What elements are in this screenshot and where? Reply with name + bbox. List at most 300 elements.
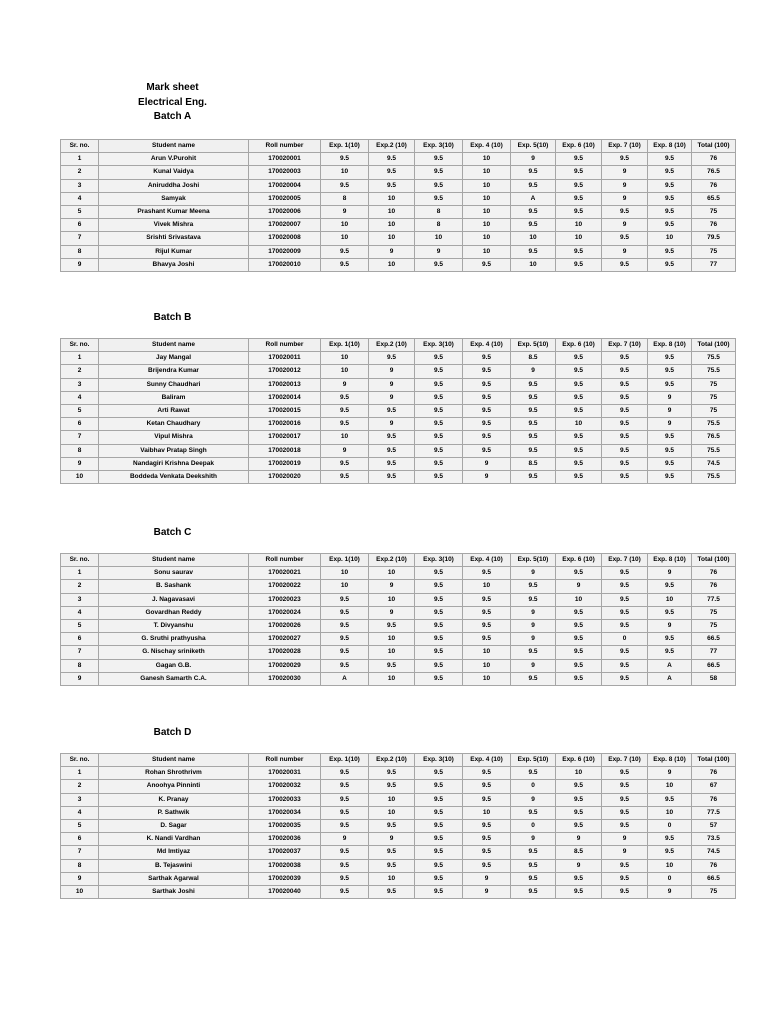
cell-exp-5: 9.5: [511, 767, 556, 780]
table-row: [61, 606, 736, 619]
cell-total: 74.5: [692, 846, 736, 859]
cell-student-name: Sunny Chaudhari: [99, 378, 249, 391]
table-row: [61, 885, 736, 898]
cell-exp-3: 9.5: [415, 872, 463, 885]
cell-roll-number: 170020031: [249, 767, 321, 780]
table-row: [61, 232, 736, 245]
cell-roll-number: 170020037: [249, 846, 321, 859]
table-row: [61, 567, 736, 580]
cell-exp-4: 10: [463, 659, 511, 672]
cell-exp-2: 9: [369, 391, 415, 404]
cell-exp-6: 9.5: [556, 457, 602, 470]
cell-student-name: Bhavya Joshi: [99, 258, 249, 271]
cell-exp-7: 9: [602, 833, 648, 846]
cell-total: 67: [692, 780, 736, 793]
cell-exp-5: 9.5: [511, 391, 556, 404]
cell-exp-2: 10: [369, 646, 415, 659]
cell-roll-number: 170020034: [249, 806, 321, 819]
cell-exp-3: 9.5: [415, 352, 463, 365]
table-row: [61, 859, 736, 872]
cell-sr-no: 7: [61, 232, 99, 245]
table-row: [61, 672, 736, 685]
cell-total: 77.5: [692, 593, 736, 606]
column-header-sr-no: Sr. no.: [61, 554, 99, 567]
cell-exp-7: 9.5: [602, 606, 648, 619]
table-row: [61, 378, 736, 391]
table-header-row: [61, 140, 736, 153]
cell-sr-no: 9: [61, 258, 99, 271]
cell-exp-6: 9.5: [556, 352, 602, 365]
cell-exp-3: 9.5: [415, 179, 463, 192]
cell-exp-5: A: [511, 192, 556, 205]
batch-a-table: [60, 139, 736, 272]
cell-exp-8: 9.5: [648, 444, 692, 457]
cell-student-name: Jay Mangal: [99, 352, 249, 365]
cell-exp-1: 10: [321, 431, 369, 444]
cell-exp-8: 9.5: [648, 245, 692, 258]
cell-exp-2: 9.5: [369, 619, 415, 632]
column-header-exp-1: Exp. 1(10): [321, 140, 369, 153]
cell-exp-5: 9: [511, 619, 556, 632]
cell-exp-7: 9.5: [602, 365, 648, 378]
cell-exp-8: 9: [648, 567, 692, 580]
cell-exp-6: 8.5: [556, 846, 602, 859]
cell-exp-3: 9.5: [415, 885, 463, 898]
table-row: [61, 205, 736, 218]
cell-sr-no: 2: [61, 780, 99, 793]
cell-exp-7: 9.5: [602, 352, 648, 365]
cell-sr-no: 6: [61, 219, 99, 232]
cell-exp-8: 9: [648, 885, 692, 898]
column-header-exp-5: Exp. 5(10): [511, 554, 556, 567]
cell-exp-3: 9.5: [415, 859, 463, 872]
table-row: [61, 153, 736, 166]
cell-roll-number: 170020039: [249, 872, 321, 885]
cell-exp-3: 9.5: [415, 166, 463, 179]
cell-sr-no: 8: [61, 444, 99, 457]
cell-total: 76: [692, 219, 736, 232]
cell-roll-number: 170020003: [249, 166, 321, 179]
cell-exp-4: 10: [463, 646, 511, 659]
cell-exp-4: 9: [463, 885, 511, 898]
cell-exp-5: 9: [511, 153, 556, 166]
cell-exp-5: 9: [511, 606, 556, 619]
cell-exp-5: 9: [511, 567, 556, 580]
cell-exp-3: 9.5: [415, 470, 463, 483]
table-row: [61, 352, 736, 365]
cell-exp-3: 9.5: [415, 404, 463, 417]
column-header-roll-number: Roll number: [249, 754, 321, 767]
cell-exp-4: 10: [463, 580, 511, 593]
cell-exp-6: 10: [556, 232, 602, 245]
table-row: [61, 780, 736, 793]
cell-exp-1: 9.5: [321, 659, 369, 672]
cell-exp-7: 9.5: [602, 457, 648, 470]
table-row: [61, 767, 736, 780]
cell-exp-7: 9.5: [602, 819, 648, 832]
cell-student-name: Brijendra Kumar: [99, 365, 249, 378]
cell-exp-8: 10: [648, 859, 692, 872]
cell-exp-6: 9.5: [556, 365, 602, 378]
cell-exp-7: 9: [602, 166, 648, 179]
cell-exp-6: 9.5: [556, 619, 602, 632]
cell-exp-2: 9.5: [369, 659, 415, 672]
heading-line-mark-sheet: Mark sheet: [146, 82, 199, 93]
cell-exp-4: 9.5: [463, 793, 511, 806]
column-header-exp-2: Exp.2 (10): [369, 754, 415, 767]
column-header-exp-2: Exp.2 (10): [369, 339, 415, 352]
cell-roll-number: 170020001: [249, 153, 321, 166]
cell-sr-no: 10: [61, 470, 99, 483]
cell-exp-7: 9.5: [602, 258, 648, 271]
column-header-exp-4: Exp. 4 (10): [463, 754, 511, 767]
column-header-exp-7: Exp. 7 (10): [602, 554, 648, 567]
cell-exp-3: 9: [415, 245, 463, 258]
cell-roll-number: 170020009: [249, 245, 321, 258]
cell-exp-3: 9.5: [415, 793, 463, 806]
cell-exp-5: 9: [511, 659, 556, 672]
cell-exp-1: 9: [321, 833, 369, 846]
cell-roll-number: 170020004: [249, 179, 321, 192]
cell-exp-1: 9.5: [321, 885, 369, 898]
column-header-total: Total (100): [692, 140, 736, 153]
cell-exp-1: 9.5: [321, 153, 369, 166]
cell-exp-4: 9.5: [463, 780, 511, 793]
table-row: [61, 444, 736, 457]
cell-total: 79.5: [692, 232, 736, 245]
cell-exp-2: 9.5: [369, 767, 415, 780]
cell-student-name: Md Imtiyaz: [99, 846, 249, 859]
cell-exp-4: 9.5: [463, 833, 511, 846]
cell-exp-4: 9.5: [463, 633, 511, 646]
cell-total: 73.5: [692, 833, 736, 846]
cell-exp-1: 10: [321, 352, 369, 365]
cell-exp-1: 9.5: [321, 859, 369, 872]
cell-exp-2: 9.5: [369, 457, 415, 470]
cell-exp-4: 9.5: [463, 365, 511, 378]
cell-exp-1: 10: [321, 567, 369, 580]
cell-exp-6: 9.5: [556, 431, 602, 444]
cell-sr-no: 9: [61, 872, 99, 885]
cell-exp-5: 9.5: [511, 859, 556, 872]
column-header-sr-no: Sr. no.: [61, 754, 99, 767]
cell-exp-7: 9.5: [602, 232, 648, 245]
cell-total: 75: [692, 619, 736, 632]
cell-exp-7: 9.5: [602, 470, 648, 483]
cell-student-name: B. Tejaswini: [99, 859, 249, 872]
cell-exp-1: 9.5: [321, 404, 369, 417]
cell-sr-no: 4: [61, 391, 99, 404]
table-row: [61, 659, 736, 672]
cell-exp-5: 9.5: [511, 431, 556, 444]
cell-exp-2: 9.5: [369, 352, 415, 365]
cell-total: 66.5: [692, 872, 736, 885]
cell-exp-7: 9.5: [602, 205, 648, 218]
cell-exp-7: 9.5: [602, 444, 648, 457]
cell-exp-3: 9.5: [415, 619, 463, 632]
column-header-exp-1: Exp. 1(10): [321, 339, 369, 352]
table-row: [61, 619, 736, 632]
cell-exp-6: 9.5: [556, 192, 602, 205]
cell-exp-7: 9: [602, 179, 648, 192]
cell-exp-2: 9.5: [369, 166, 415, 179]
cell-exp-3: 9.5: [415, 444, 463, 457]
cell-exp-3: 9.5: [415, 767, 463, 780]
table-row: [61, 593, 736, 606]
cell-student-name: Vivek Mishra: [99, 219, 249, 232]
table-row: [61, 179, 736, 192]
cell-student-name: Baliram: [99, 391, 249, 404]
cell-total: 57: [692, 819, 736, 832]
cell-exp-7: 0: [602, 633, 648, 646]
cell-exp-3: 9.5: [415, 153, 463, 166]
cell-exp-7: 9: [602, 219, 648, 232]
cell-sr-no: 8: [61, 859, 99, 872]
cell-student-name: Rohan Shrothrivm: [99, 767, 249, 780]
cell-exp-4: 9.5: [463, 444, 511, 457]
column-header-sr-no: Sr. no.: [61, 339, 99, 352]
cell-exp-3: 9.5: [415, 567, 463, 580]
cell-total: 76: [692, 767, 736, 780]
column-header-exp-5: Exp. 5(10): [511, 339, 556, 352]
cell-exp-8: A: [648, 659, 692, 672]
cell-exp-1: 9.5: [321, 646, 369, 659]
cell-exp-1: 9.5: [321, 780, 369, 793]
cell-exp-6: 9.5: [556, 606, 602, 619]
column-header-exp-6: Exp. 6 (10): [556, 554, 602, 567]
column-header-total: Total (100): [692, 339, 736, 352]
cell-exp-7: 9.5: [602, 431, 648, 444]
cell-student-name: Ganesh Samarth C.A.: [99, 672, 249, 685]
cell-sr-no: 3: [61, 179, 99, 192]
cell-exp-2: 9.5: [369, 179, 415, 192]
column-header-exp-7: Exp. 7 (10): [602, 339, 648, 352]
cell-exp-2: 10: [369, 258, 415, 271]
cell-exp-1: 10: [321, 232, 369, 245]
cell-exp-2: 10: [369, 672, 415, 685]
cell-exp-2: 10: [369, 219, 415, 232]
cell-exp-8: 9.5: [648, 166, 692, 179]
cell-exp-3: 9.5: [415, 646, 463, 659]
cell-sr-no: 5: [61, 619, 99, 632]
cell-exp-4: 9.5: [463, 567, 511, 580]
table-row: [61, 365, 736, 378]
cell-exp-2: 9.5: [369, 780, 415, 793]
cell-student-name: T. Divyanshu: [99, 619, 249, 632]
cell-exp-3: 9.5: [415, 780, 463, 793]
cell-exp-2: 10: [369, 793, 415, 806]
cell-exp-4: 9: [463, 470, 511, 483]
cell-exp-7: 9.5: [602, 806, 648, 819]
cell-exp-6: 9.5: [556, 872, 602, 885]
cell-exp-3: 9.5: [415, 580, 463, 593]
cell-exp-8: 9.5: [648, 633, 692, 646]
cell-exp-1: 9.5: [321, 633, 369, 646]
column-header-exp-4: Exp. 4 (10): [463, 554, 511, 567]
cell-exp-5: 9.5: [511, 846, 556, 859]
column-header-exp-3: Exp. 3(10): [415, 754, 463, 767]
cell-exp-1: 9.5: [321, 619, 369, 632]
cell-total: 66.5: [692, 633, 736, 646]
cell-exp-6: 9.5: [556, 633, 602, 646]
cell-exp-8: 9.5: [648, 646, 692, 659]
cell-student-name: K. Nandi Vardhan: [99, 833, 249, 846]
cell-roll-number: 170020033: [249, 793, 321, 806]
cell-exp-2: 9: [369, 580, 415, 593]
cell-student-name: Rijul Kumar: [99, 245, 249, 258]
cell-exp-2: 10: [369, 192, 415, 205]
cell-exp-5: 9: [511, 793, 556, 806]
cell-exp-8: 9: [648, 619, 692, 632]
cell-sr-no: 6: [61, 833, 99, 846]
cell-total: 76.5: [692, 431, 736, 444]
table-row: [61, 470, 736, 483]
cell-exp-2: 9.5: [369, 444, 415, 457]
column-header-exp-2: Exp.2 (10): [369, 554, 415, 567]
cell-exp-5: 9: [511, 633, 556, 646]
cell-exp-7: 9.5: [602, 872, 648, 885]
cell-exp-5: 0: [511, 780, 556, 793]
cell-exp-6: 9.5: [556, 780, 602, 793]
cell-exp-5: 9.5: [511, 418, 556, 431]
cell-exp-2: 9.5: [369, 404, 415, 417]
cell-roll-number: 170020005: [249, 192, 321, 205]
cell-roll-number: 170020018: [249, 444, 321, 457]
batch-c-table: [60, 553, 736, 686]
cell-exp-6: 9.5: [556, 885, 602, 898]
cell-student-name: Aniruddha Joshi: [99, 179, 249, 192]
cell-exp-6: 9: [556, 859, 602, 872]
cell-student-name: Arun V.Purohit: [99, 153, 249, 166]
cell-exp-6: 9.5: [556, 444, 602, 457]
column-header-exp-3: Exp. 3(10): [415, 339, 463, 352]
cell-exp-1: 10: [321, 219, 369, 232]
cell-exp-2: 10: [369, 593, 415, 606]
cell-exp-2: 10: [369, 232, 415, 245]
cell-total: 77.5: [692, 806, 736, 819]
cell-exp-5: 9.5: [511, 179, 556, 192]
cell-sr-no: 2: [61, 365, 99, 378]
cell-exp-5: 9.5: [511, 378, 556, 391]
cell-exp-7: 9.5: [602, 767, 648, 780]
cell-student-name: Kunal Vaidya: [99, 166, 249, 179]
cell-exp-1: 9.5: [321, 258, 369, 271]
cell-exp-4: 9.5: [463, 404, 511, 417]
column-header-roll-number: Roll number: [249, 554, 321, 567]
cell-exp-8: 9.5: [648, 580, 692, 593]
batch-d-table: [60, 753, 736, 899]
cell-student-name: J. Nagavasavi: [99, 593, 249, 606]
cell-exp-5: 9.5: [511, 245, 556, 258]
cell-exp-2: 9: [369, 245, 415, 258]
cell-exp-3: 10: [415, 232, 463, 245]
column-header-exp-8: Exp. 8 (10): [648, 554, 692, 567]
cell-exp-1: 9.5: [321, 846, 369, 859]
cell-exp-7: 9.5: [602, 593, 648, 606]
cell-student-name: Gagan G.B.: [99, 659, 249, 672]
cell-total: 77: [692, 646, 736, 659]
cell-student-name: K. Pranay: [99, 793, 249, 806]
cell-exp-4: 9.5: [463, 431, 511, 444]
cell-sr-no: 6: [61, 633, 99, 646]
table-row: [61, 646, 736, 659]
cell-exp-4: 9.5: [463, 846, 511, 859]
cell-total: 75: [692, 245, 736, 258]
cell-exp-4: 10: [463, 205, 511, 218]
cell-exp-7: 9: [602, 245, 648, 258]
cell-total: 76: [692, 580, 736, 593]
cell-roll-number: 170020024: [249, 606, 321, 619]
cell-total: 75.5: [692, 470, 736, 483]
cell-roll-number: 170020040: [249, 885, 321, 898]
column-header-exp-6: Exp. 6 (10): [556, 140, 602, 153]
cell-exp-2: 9.5: [369, 819, 415, 832]
table-header-row: [61, 754, 736, 767]
cell-student-name: P. Sathwik: [99, 806, 249, 819]
cell-total: 75: [692, 404, 736, 417]
cell-exp-7: 9.5: [602, 567, 648, 580]
cell-roll-number: 170020022: [249, 580, 321, 593]
cell-exp-6: 9.5: [556, 179, 602, 192]
cell-total: 76: [692, 179, 736, 192]
cell-exp-6: 9.5: [556, 470, 602, 483]
cell-student-name: Samyak: [99, 192, 249, 205]
cell-total: 66.5: [692, 659, 736, 672]
cell-sr-no: 9: [61, 672, 99, 685]
cell-exp-7: 9.5: [602, 418, 648, 431]
cell-exp-3: 9.5: [415, 431, 463, 444]
cell-exp-1: 9: [321, 444, 369, 457]
cell-student-name: B. Sashank: [99, 580, 249, 593]
table-row: [61, 633, 736, 646]
cell-roll-number: 170020028: [249, 646, 321, 659]
table-row: [61, 166, 736, 179]
cell-exp-1: 9.5: [321, 245, 369, 258]
cell-total: 76: [692, 793, 736, 806]
table-row: [61, 219, 736, 232]
cell-sr-no: 2: [61, 580, 99, 593]
cell-sr-no: 3: [61, 793, 99, 806]
cell-exp-7: 9.5: [602, 404, 648, 417]
cell-roll-number: 170020036: [249, 833, 321, 846]
batch-d-title: Batch D: [153, 727, 192, 738]
column-header-student-name: Student name: [99, 754, 249, 767]
cell-exp-6: 9.5: [556, 659, 602, 672]
table-row: [61, 431, 736, 444]
cell-total: 76: [692, 859, 736, 872]
cell-sr-no: 1: [61, 767, 99, 780]
cell-exp-4: 10: [463, 219, 511, 232]
cell-exp-1: 8: [321, 192, 369, 205]
cell-exp-8: 9.5: [648, 431, 692, 444]
cell-total: 77: [692, 258, 736, 271]
cell-exp-2: 9: [369, 365, 415, 378]
cell-exp-7: 9.5: [602, 378, 648, 391]
cell-exp-2: 9.5: [369, 470, 415, 483]
column-header-student-name: Student name: [99, 339, 249, 352]
cell-exp-8: 9: [648, 391, 692, 404]
cell-exp-8: 0: [648, 819, 692, 832]
cell-exp-8: 10: [648, 593, 692, 606]
cell-exp-3: 9.5: [415, 659, 463, 672]
cell-exp-5: 9.5: [511, 219, 556, 232]
cell-sr-no: 10: [61, 885, 99, 898]
column-header-exp-5: Exp. 5(10): [511, 140, 556, 153]
column-header-exp-5: Exp. 5(10): [511, 754, 556, 767]
cell-exp-8: 9: [648, 404, 692, 417]
cell-exp-6: 9.5: [556, 378, 602, 391]
table-row: [61, 258, 736, 271]
